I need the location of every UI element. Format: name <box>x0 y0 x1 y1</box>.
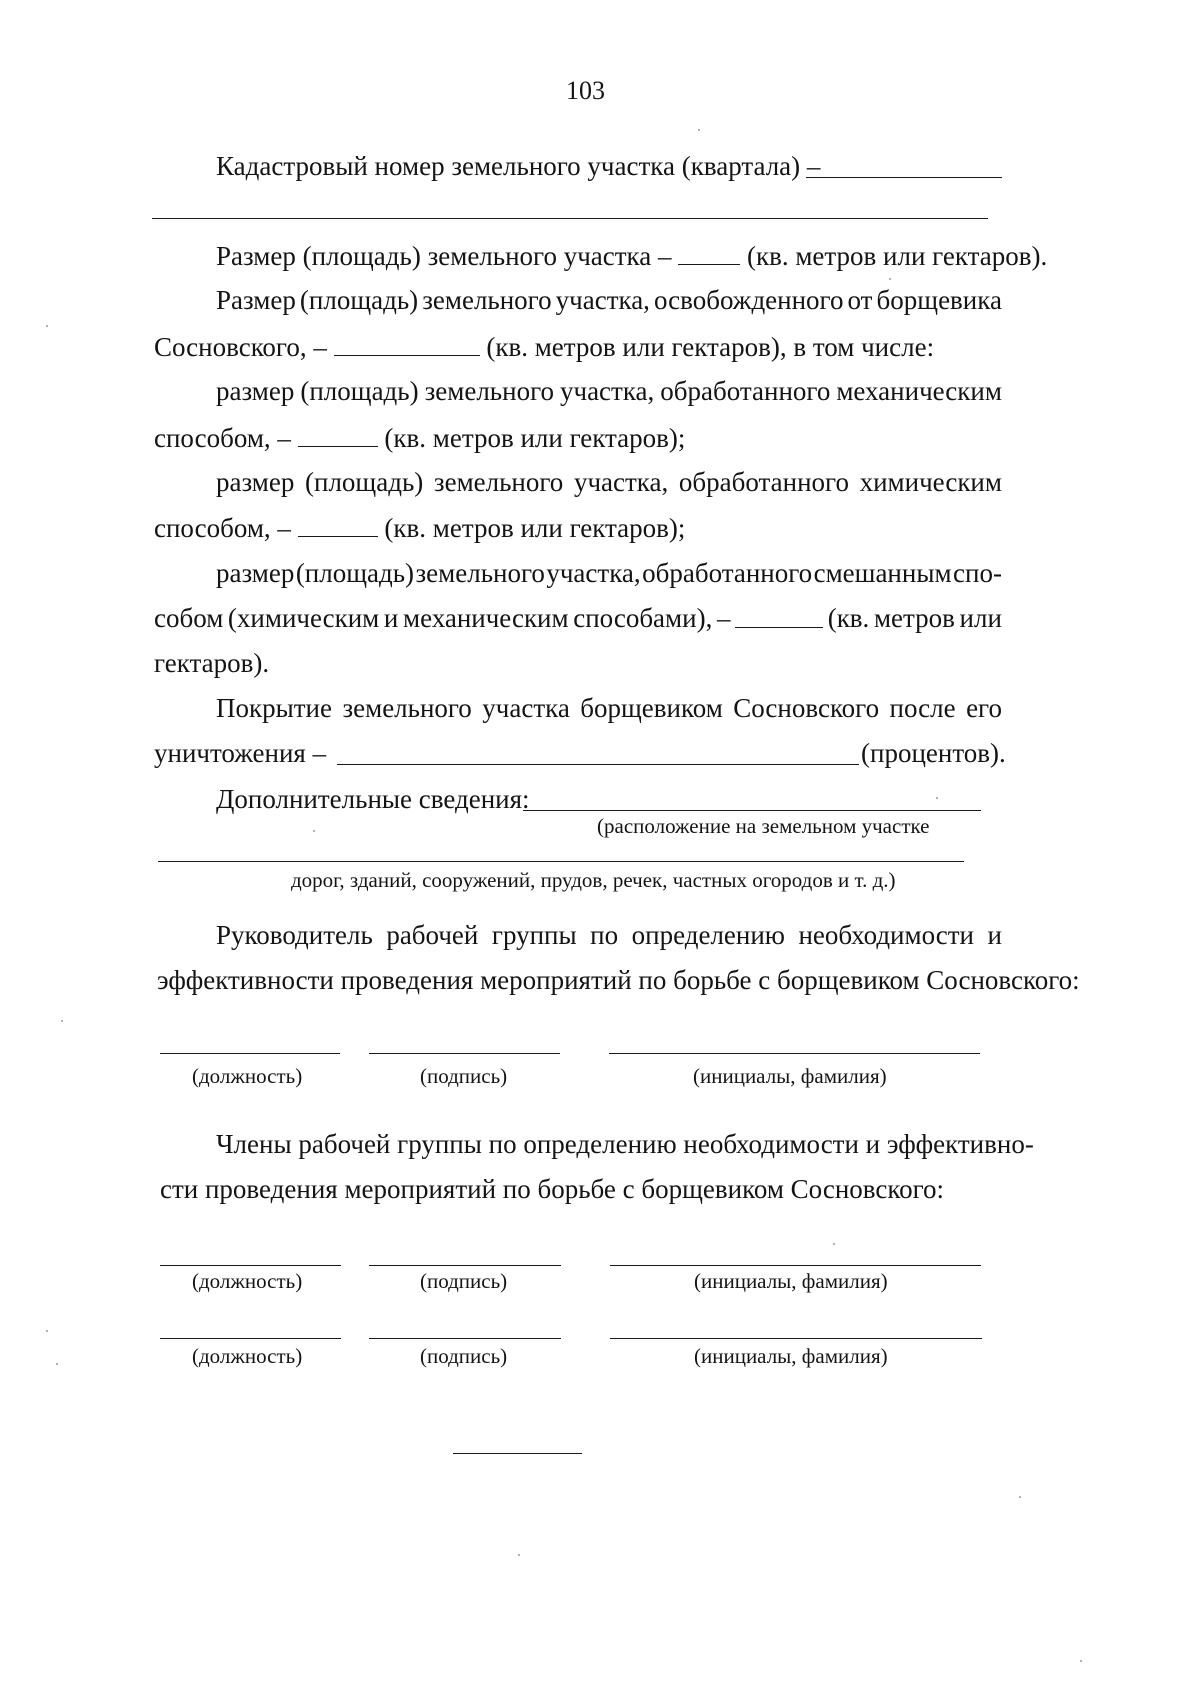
size-cleared-line1 <box>216 287 1002 314</box>
size-mixed-line3: гектаров). <box>154 648 270 678</box>
cadastral-blank[interactable] <box>806 177 1002 178</box>
size-cleared-start: Сосновского, – <box>154 332 327 362</box>
size-chemical-word: (площадь) <box>305 467 424 497</box>
member1-position-blank[interactable] <box>160 1265 341 1266</box>
scan-speck <box>46 1330 48 1332</box>
size-cleared-word: освобожденного <box>654 285 844 315</box>
size-mixed-line2-word: или <box>959 603 1002 633</box>
cadastral-label: Кадастровый номер земельного участка (квартала) – <box>216 151 821 181</box>
scan-speck <box>936 797 938 799</box>
head-word: необходимости <box>798 920 974 950</box>
member2-signature-blank[interactable] <box>369 1338 561 1339</box>
head-word: рабочей <box>386 920 479 950</box>
scan-speck <box>518 1554 520 1556</box>
size-cleared-end: (кв. метров или гектаров), в том числе: <box>486 332 935 362</box>
closing-rule <box>453 1453 582 1454</box>
size-mixed-word: размер <box>216 558 295 588</box>
size-mixed-line1 <box>216 560 1002 587</box>
size-cleared-word: земельного <box>422 285 552 315</box>
size-chemical-word: участка, <box>573 467 669 497</box>
coverage-start: уничтожения – <box>154 738 327 768</box>
size-mixed-word: смешанным <box>813 558 952 588</box>
size-mechanical-line1 <box>216 378 1002 405</box>
size-mixed-line2-word: (химическим <box>227 603 380 633</box>
member2-name-blank[interactable] <box>610 1338 982 1339</box>
member1-position-label: (должность) <box>192 1269 303 1293</box>
size-mixed-word: участка, <box>546 558 641 588</box>
coverage-word: Сосновского <box>733 693 880 723</box>
size-mixed-line2-word: (кв. <box>827 603 870 633</box>
size-cleared-line2 <box>154 333 934 361</box>
members-line2: сти проведения мероприятий по борьбе с борщевиком Сосновского: <box>160 1174 944 1204</box>
scan-speck <box>833 1243 835 1245</box>
member1-signature-blank[interactable] <box>369 1265 561 1266</box>
coverage-word: его <box>966 693 1002 723</box>
head-word: Руководитель <box>216 920 373 950</box>
size-chemical-start: способом, – <box>154 513 291 543</box>
coverage-end: (процентов). <box>861 738 1006 768</box>
size-total-blank[interactable] <box>678 242 740 265</box>
size-mechanical-word: участка, <box>559 376 655 406</box>
size-chemical-word: химическим <box>859 467 1002 497</box>
additional-label: Дополнительные сведения: <box>216 784 530 814</box>
member2-position-blank[interactable] <box>160 1338 341 1339</box>
coverage-word: земельного <box>342 693 472 723</box>
scan-speck <box>1080 1660 1082 1662</box>
additional-hint1: (расположение на земельном участке <box>597 814 930 838</box>
head-position-blank[interactable] <box>160 1053 340 1054</box>
scan-speck <box>46 325 48 327</box>
size-chemical-word: обработанного <box>678 467 849 497</box>
size-mechanical-word: механическим <box>836 376 1002 406</box>
size-total-line <box>216 242 1047 270</box>
head-signature-label: (подпись) <box>420 1064 508 1088</box>
size-cleared-blank[interactable] <box>334 333 480 356</box>
member2-position-label: (должность) <box>192 1344 303 1368</box>
size-mixed-word: обработанного <box>642 558 813 588</box>
size-mixed-blank[interactable] <box>735 605 823 628</box>
scan-speck <box>61 1020 63 1022</box>
scan-speck <box>56 1363 58 1365</box>
size-mixed-line2-word: – <box>716 603 731 633</box>
head-word: определению <box>631 920 785 950</box>
head-line1 <box>216 922 1002 949</box>
head-line2: эффективности проведения мероприятий по борьбе с борщевиком Сосновского: <box>157 965 1080 995</box>
size-mechanical-line2 <box>154 424 685 452</box>
size-chemical-word: земельного <box>433 467 564 497</box>
member2-name-label: (инициалы, фамилия) <box>694 1344 888 1368</box>
size-cleared-word: Размер <box>216 285 296 315</box>
head-name-blank[interactable] <box>609 1053 980 1054</box>
size-total-unit: (кв. метров или гектаров). <box>746 241 1048 271</box>
additional-hint2: дорог, зданий, сооружений, прудов, речек, частных огородов и т. д.) <box>291 868 896 892</box>
size-mechanical-blank[interactable] <box>298 424 378 447</box>
coverage-word: борщевиком <box>580 693 723 723</box>
member1-name-label: (инициалы, фамилия) <box>694 1269 888 1293</box>
head-word: и <box>987 920 1002 950</box>
coverage-word: участка <box>482 693 570 723</box>
coverage-blank[interactable] <box>337 764 859 765</box>
size-chemical-word: размер <box>216 467 295 497</box>
size-mixed-line2-word: механическим <box>402 603 569 633</box>
members-line1: Члены рабочей группы по определению необходимости и эффективно- <box>216 1129 1034 1159</box>
member1-name-blank[interactable] <box>610 1265 981 1266</box>
size-total-label: Размер (площадь) земельного участка – <box>216 241 672 271</box>
member1-signature-label: (подпись) <box>420 1269 508 1293</box>
coverage-line1 <box>216 695 1002 722</box>
size-chemical-line2 <box>154 514 685 542</box>
scan-speck <box>1019 1496 1021 1498</box>
page-number: 103 <box>566 76 605 105</box>
size-cleared-word: от <box>847 285 873 315</box>
size-cleared-word: борщевика <box>876 285 1002 315</box>
size-mixed-line2-word: и <box>383 603 399 633</box>
size-chemical-line1 <box>216 469 1002 496</box>
head-position-label: (должность) <box>192 1064 303 1088</box>
coverage-word: Покрытие <box>216 693 332 723</box>
size-mixed-line2-word: метров <box>873 603 955 633</box>
size-mechanical-word: размер <box>216 376 295 406</box>
member2-signature-label: (подпись) <box>420 1344 508 1368</box>
size-mixed-word: земельного <box>415 558 545 588</box>
size-chemical-end: (кв. метров или гектаров); <box>384 513 686 543</box>
size-mixed-line2 <box>154 605 1002 632</box>
additional-blank-continuation[interactable] <box>158 861 964 862</box>
size-mechanical-word: земельного <box>424 376 554 406</box>
scan-speck <box>698 129 700 131</box>
size-mechanical-start: способом, – <box>154 423 291 453</box>
size-mixed-word: спо- <box>953 558 1002 588</box>
size-mixed-line2-word: собом <box>154 603 224 633</box>
coverage-word: после <box>889 693 956 723</box>
cadastral-blank-continuation[interactable] <box>152 218 988 219</box>
head-word: по <box>590 920 619 950</box>
scan-speck <box>313 830 315 832</box>
size-mechanical-word: (площадь) <box>300 376 419 406</box>
head-name-label: (инициалы, фамилия) <box>693 1064 887 1088</box>
size-mechanical-end: (кв. метров или гектаров); <box>384 423 686 453</box>
size-cleared-word: (площадь) <box>299 285 419 315</box>
size-cleared-word: участка, <box>555 285 650 315</box>
head-signature-blank[interactable] <box>369 1053 560 1054</box>
size-mixed-word: (площадь) <box>295 558 415 588</box>
size-chemical-blank[interactable] <box>298 514 378 537</box>
scan-speck <box>889 278 891 280</box>
additional-blank[interactable] <box>523 810 981 811</box>
size-mechanical-word: обработанного <box>660 376 831 406</box>
head-word: группы <box>491 920 577 950</box>
size-mixed-line2-word: способами), <box>573 603 713 633</box>
